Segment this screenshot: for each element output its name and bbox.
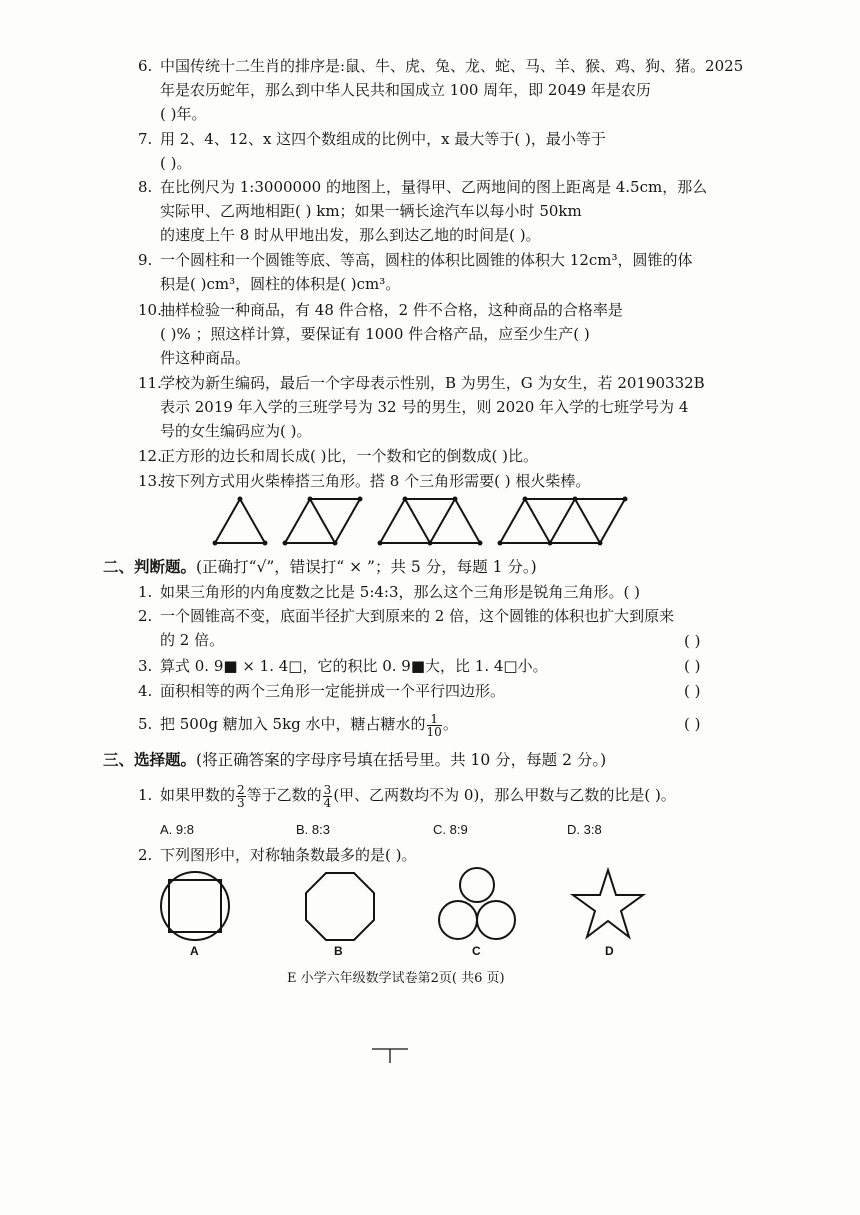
answer-paren[interactable]: ( ) (684, 682, 701, 700)
question-number: 11. (138, 374, 162, 392)
question-number: 1. (138, 786, 153, 804)
scan-mark-icon (370, 1045, 410, 1065)
three-circles-figure (437, 866, 517, 944)
question-line: 用 2、4、12、x 这四个数组成的比例中，x 最大等于( )，最小等于 (160, 130, 606, 148)
section-3-header (103, 748, 606, 772)
page-footer: E 小学六年级数学试卷第2页( 共6 页) (287, 971, 505, 986)
question-text: 等于乙数的 (246, 786, 322, 804)
option-b[interactable]: B. 8:3 (296, 822, 330, 837)
question-text: 把 500g 糖加入 5kg 水中，糖占糖水的 (160, 715, 426, 733)
question-number: 8. (138, 178, 153, 196)
fraction-numerator: 2 (237, 782, 245, 797)
question-line: 件这种商品。 (160, 349, 251, 367)
fraction-numerator: 1 (427, 713, 442, 726)
question-line: 号的女生编码应为( )。 (160, 422, 312, 440)
question-line: 按下列方式用火柴棒搭三角形。搭 8 个三角形需要( ) 根火柴棒。 (160, 472, 591, 490)
question-number: 2. (138, 607, 153, 625)
figure-label-d: D (605, 944, 614, 958)
question-line: 年是农历蛇年，那么到中华人民共和国成立 100 周年，即 2049 年是农历 (160, 81, 651, 99)
triangles-2 (283, 497, 363, 546)
fraction-denominator: 3 (237, 795, 245, 810)
answer-paren[interactable]: ( ) (684, 632, 701, 650)
question-number: 3. (138, 657, 153, 675)
question-line: 一个圆锥高不变，底面半径扩大到原来的 2 倍，这个圆锥的体积也扩大到原来 (160, 607, 675, 625)
question-line: 实际甲、乙两地相距( ) km；如果一辆长途汽车以每小时 50km (160, 202, 582, 220)
question-line: 表示 2019 年入学的三班学号为 32 号的男生，则 2020 年入学的七班学号为 4 (160, 398, 689, 416)
question-number: 5. (138, 715, 153, 733)
figure-label-c: C (472, 944, 481, 958)
question-line: 中国传统十二生肖的排序是:鼠、牛、虎、兔、龙、蛇、马、羊、猴、鸡、狗、猪。2025 (160, 57, 744, 75)
star-figure (570, 868, 646, 940)
question-line: ( )% ；照这样计算，要保证有 1000 件合格产品，应至少生产( ) (160, 325, 590, 343)
triangles-4 (498, 497, 628, 546)
section-note: (正确打“√”，错误打“ × ”；共 5 分，每题 1 分。) (196, 558, 537, 576)
section-note: (将正确答案的字母序号填在括号里。共 10 分，每题 2 分。) (196, 751, 607, 769)
question-line: 的 2 倍。 (160, 631, 225, 649)
question-line: 抽样检验一种商品，有 48 件合格，2 件不合格，这种商品的合格率是 (160, 301, 623, 319)
question-text: (甲、乙两数均不为 0)，那么甲数与乙数的比是( )。 (333, 786, 676, 804)
answer-paren[interactable]: ( ) (684, 715, 701, 733)
question-line: ( )。 (160, 154, 192, 172)
question-line: 积是( )cm³，圆柱的体积是( )cm³。 (160, 275, 401, 293)
question-text: 。 (442, 715, 458, 733)
matchstick-triangles-figure (205, 495, 655, 547)
question-number: 2. (138, 846, 153, 864)
question-line: ( )年。 (160, 105, 207, 123)
figure-label-a: A (190, 944, 199, 958)
question-line: 下列图形中，对称轴条数最多的是( )。 (160, 846, 417, 864)
question-number: 10. (138, 301, 162, 319)
question-line: 学校为新生编码，最后一个字母表示性别，B 为男生，G 为女生，若 20190332B (160, 374, 705, 392)
section-title: 二、判断题。 (103, 557, 197, 576)
question-line: 如果三角形的内角度数之比是 5:4:3，那么这个三角形是锐角三角形。( ) (160, 583, 640, 601)
section-title: 三、选择题。 (103, 750, 197, 769)
fraction-numerator: 3 (323, 782, 332, 797)
fraction (323, 784, 333, 809)
option-d[interactable]: D. 3:8 (567, 822, 602, 837)
fraction (236, 784, 246, 809)
option-a[interactable]: A. 9:8 (160, 822, 194, 837)
question-number: 12. (138, 447, 162, 465)
triangles-3 (378, 497, 483, 546)
figure-label-b: B (334, 944, 343, 958)
question-line: 正方形的边长和周长成( )比，一个数和它的倒数成( )比。 (160, 447, 538, 465)
triangles-1 (213, 497, 268, 546)
section-2-header (103, 555, 537, 579)
question-line: 面积相等的两个三角形一定能拼成一个平行四边形。 (160, 682, 506, 700)
question-line: 的速度上午 8 时从甲地出发，那么到达乙地的时间是( )。 (160, 226, 541, 244)
question-number: 4. (138, 682, 153, 700)
answer-paren[interactable]: ( ) (684, 657, 701, 675)
fraction (427, 713, 442, 738)
question-number: 1. (138, 583, 153, 601)
option-c[interactable]: C. 8:9 (433, 822, 468, 837)
question-line: 算式 0. 9■ × 1. 4□，它的积比 0. 9■大，比 1. 4□小。 (160, 657, 548, 675)
question-number: 9. (138, 251, 153, 269)
octagon-figure (300, 870, 380, 942)
question-line: 在比例尺为 1:3000000 的地图上，量得甲、乙两地间的图上距离是 4.5cm，那么 (160, 178, 708, 196)
question-number: 13. (138, 472, 162, 490)
circle-with-square-figure (155, 870, 235, 942)
question-number: 6. (138, 57, 153, 75)
fraction-denominator: 10 (426, 724, 442, 739)
question-line: 一个圆柱和一个圆锥等底、等高，圆柱的体积比圆锥的体积大 12cm³，圆锥的体 (160, 251, 693, 269)
question-text: 如果甲数的 (160, 786, 236, 804)
fraction-denominator: 4 (323, 795, 332, 810)
question-number: 7. (138, 130, 153, 148)
